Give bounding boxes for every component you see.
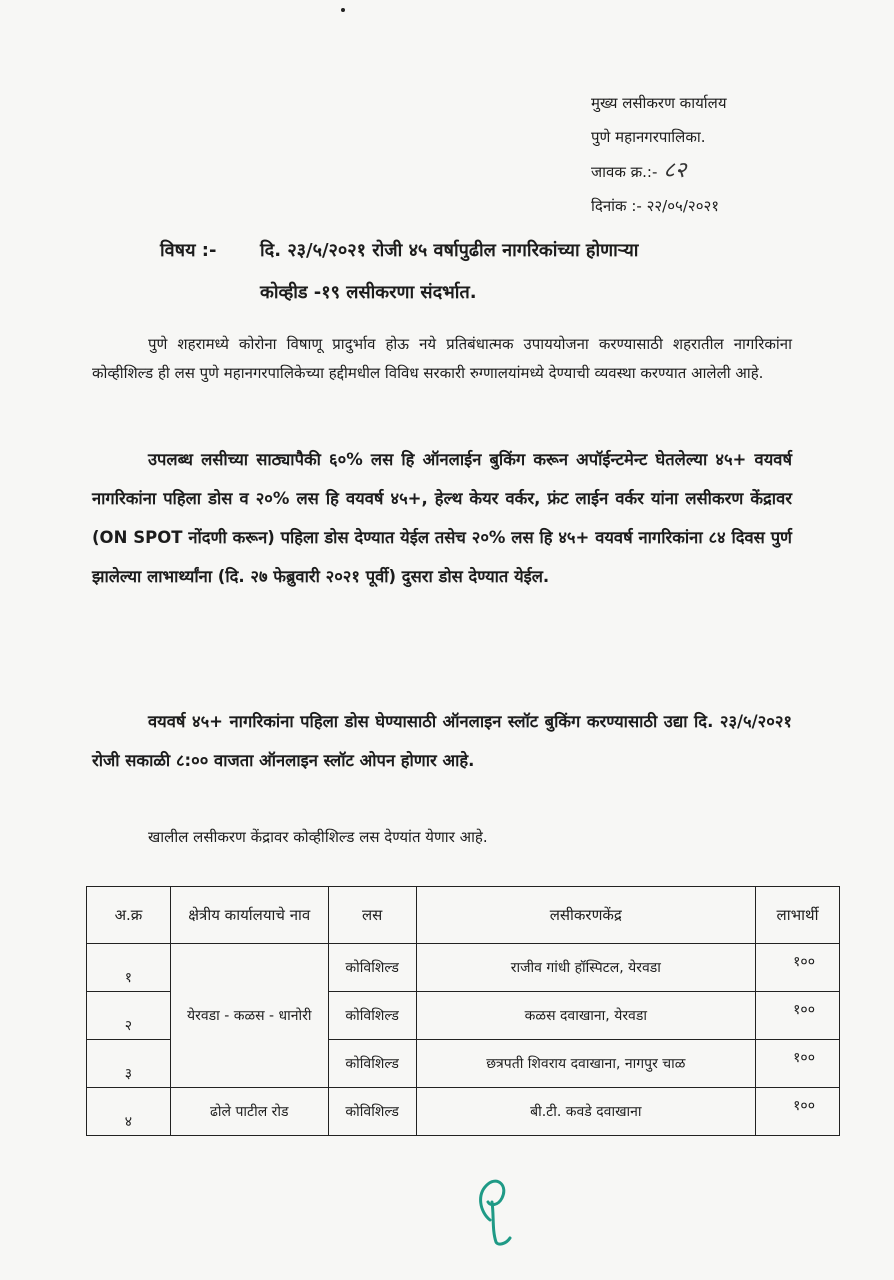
subject-block [160,230,638,314]
signature-mark [462,1172,532,1252]
header-vaccine: लस [328,887,416,944]
table-row [87,944,840,992]
date-line: दिनांक :- २२/०५/२०२१ [591,197,720,215]
cell-zone: ढोले पाटील रोड [170,1088,328,1136]
cell-sr: ३ [87,1040,171,1088]
vaccination-centres-table [86,886,840,1136]
ink-dot [341,8,345,12]
reference-line [591,154,727,189]
table-intro: खालील लसीकरण केंद्रावर कोव्हीशिल्ड लस देण्यांत येणार आहे. [148,828,488,846]
paragraph-arrangement: पुणे शहरामध्ये कोरोना विषाणू प्रादुर्भाव होऊ नये प्रतिबंधात्मक उपाययोजना करण्यासाठी शहरातील नागरिकांना कोव्हीशिल्ड ही लस पुणे महानगरपालिकेच्या हद्दीमधील विविध सरकारी रुग्णालयांमध्ये देण्याची व्यवस्था करण्यात आलेली आहे. [92,335,792,382]
subject-line-1: दि. २३/५/२०२१ रोजी ४५ वर्षापुढील नागरिकांच्या होणाऱ्या [260,240,639,261]
cell-sr: ४ [87,1088,171,1136]
cell-vaccine: कोविशिल्ड [328,992,416,1040]
office-header [591,86,727,223]
subject-line-2: कोव्हीड -१९ लसीकरणा संदर्भात. [260,282,477,303]
cell-vaccine: कोविशिल्ड [328,1088,416,1136]
table-row [87,1088,840,1136]
header-sr-no: अ.क्र [87,887,171,944]
cell-vaccine: कोविशिल्ड [328,944,416,992]
cell-centre: राजीव गांधी हॉस्पिटल, येरवडा [416,944,755,992]
office-name: मुख्य लसीकरण कार्यालय [591,94,727,112]
cell-zone-group: येरवडा - कळस - धानोरी [170,944,328,1088]
paragraph-dose-allocation: उपलब्ध लसीच्या साठ्यापैकी ६०% लस हि ऑनलाईन बुकिंग करून अपॉईन्टमेन्ट घेतलेल्या ४५+ वयवर्ष नागरिकांना पहिला डोस व २०% लस हि वयवर्ष ४५+, हेल्थ केयर वर्कर, फ्रंट लाईन वर्कर यांना लसीकरण केंद्रावर (ON SPOT नोंदणी करून) पहिला डोस देण्यात येईल तसेच २०% लस हि ४५+ वयवर्ष नागरिकांना ८४ दिवस पुर्ण झालेल्या लाभार्थ्यांना (दि. २७ फेब्रुवारी २०२१ पूर्वी) दुसरा डोस देण्यात येईल. [92,450,792,586]
paragraph-online-slot: वयवर्ष ४५+ नागरिकांना पहिला डोस घेण्यासाठी ऑनलाइन स्लॉट बुकिंग करण्यासाठी उद्या दि. २३/५/२०२१ रोजी सकाळी ८:०० वाजता ऑनलाइन स्लॉट ओपन होणार आहे. [92,712,792,770]
cell-beneficiaries: १०० [756,992,840,1040]
organization-name: पुणे महानगरपालिका. [591,128,706,146]
header-zone: क्षेत्रीय कार्यालयाचे नाव [170,887,328,944]
header-beneficiaries: लाभार्थी [756,887,840,944]
cell-beneficiaries: १०० [756,1088,840,1136]
cell-centre: कळस दवाखाना, येरवडा [416,992,755,1040]
cell-centre: बी.टी. कवडे दवाखाना [416,1088,755,1136]
reference-label: जावक क्र.:- [591,163,658,181]
header-centre: लसीकरणकेंद्र [416,887,755,944]
cell-sr: २ [87,992,171,1040]
table-header-row [87,887,840,944]
reference-number: ८२ [663,158,687,183]
cell-vaccine: कोविशिल्ड [328,1040,416,1088]
subject-label: विषय :- [160,240,217,261]
cell-beneficiaries: १०० [756,1040,840,1088]
cell-sr: १ [87,944,171,992]
cell-centre: छत्रपती शिवराय दवाखाना, नागपुर चाळ [416,1040,755,1088]
cell-beneficiaries: १०० [756,944,840,992]
